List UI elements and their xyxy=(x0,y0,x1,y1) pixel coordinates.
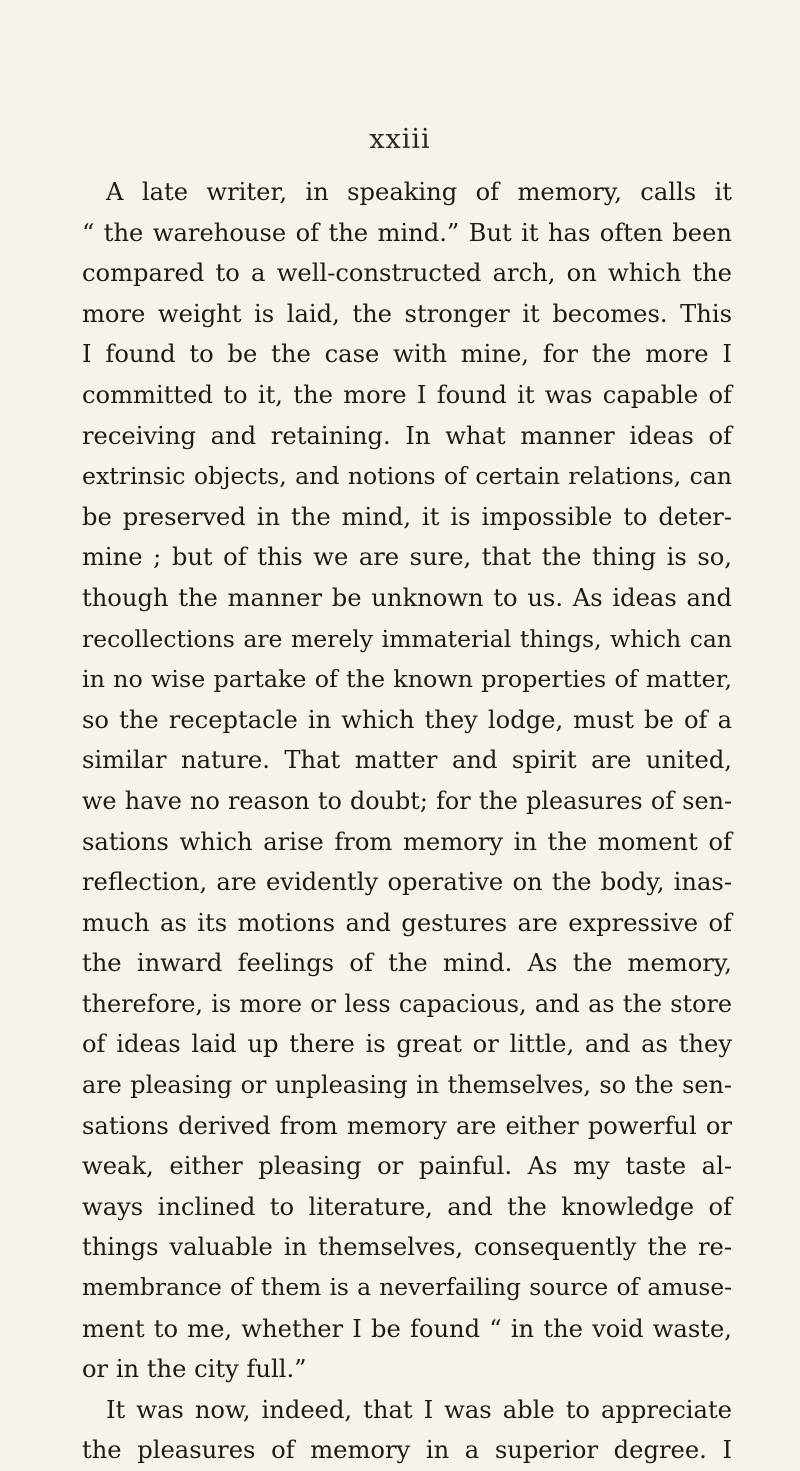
text-line: much as its motions and gestures are expressive of xyxy=(82,908,732,937)
text-line: “ the warehouse of the mind.” But it has often been xyxy=(82,218,732,247)
text-line: committed to it, the more I found it was capable of xyxy=(82,380,732,409)
text-line: though the manner be unknown to us. As ideas and xyxy=(82,583,732,612)
text-line: the inward feelings of the mind. As the memory, xyxy=(82,949,732,978)
text-line: mine ; but of this we are sure, that the thing is so, xyxy=(82,543,732,572)
text-line: ment to me, whether I be found “ in the void waste, xyxy=(82,1314,732,1343)
text-line: the pleasures of memory in a superior degree. I xyxy=(82,1436,732,1465)
text-line: A late writer, in speaking of memory, calls it xyxy=(106,178,732,206)
text-line: I found to be the case with mine, for the more I xyxy=(82,340,732,369)
text-line: sations which arise from memory in the moment of xyxy=(82,827,732,856)
text-line: so the receptacle in which they lodge, must be of a xyxy=(82,705,732,734)
text-line: more weight is laid, the stronger it becomes. This xyxy=(82,299,732,328)
text-line: recollections are merely immaterial things, which can xyxy=(82,624,732,653)
text-line: membrance of them is a neverfailing source of amuse- xyxy=(82,1274,732,1302)
text-line: sations derived from memory are either powerful or xyxy=(82,1111,732,1140)
text-line: be preserved in the mind, it is impossible to deter- xyxy=(82,502,732,531)
text-line: similar nature. That matter and spirit are united, xyxy=(82,746,732,775)
text-line: extrinsic objects, and notions of certain relations, can xyxy=(82,462,732,491)
text-line: are pleasing or unpleasing in themselves, so the sen- xyxy=(82,1071,732,1100)
text-line: receiving and retaining. In what manner ideas of xyxy=(82,421,732,450)
page-number: xxiii xyxy=(369,124,431,155)
text-line: weak, either pleasing or painful. As my taste al- xyxy=(82,1152,732,1181)
text-line: It was now, indeed, that I was able to appreciate xyxy=(106,1395,732,1424)
text-line: in no wise partake of the known properties of matter, xyxy=(82,665,732,694)
text-line: or in the city full.” xyxy=(82,1355,307,1384)
text-line: things valuable in themselves, consequently the re- xyxy=(82,1233,732,1262)
body-text xyxy=(82,172,732,1471)
text-line: reflection, are evidently operative on the body, inas- xyxy=(82,868,732,897)
text-line: of ideas laid up there is great or little, and as they xyxy=(82,1030,732,1059)
text-line: therefore, is more or less capacious, and as the store xyxy=(82,989,732,1018)
text-line: ways inclined to literature, and the knowledge of xyxy=(82,1192,732,1221)
text-line: we have no reason to doubt; for the pleasures of sen- xyxy=(82,786,732,815)
text-line: compared to a well-constructed arch, on which the xyxy=(82,259,732,288)
